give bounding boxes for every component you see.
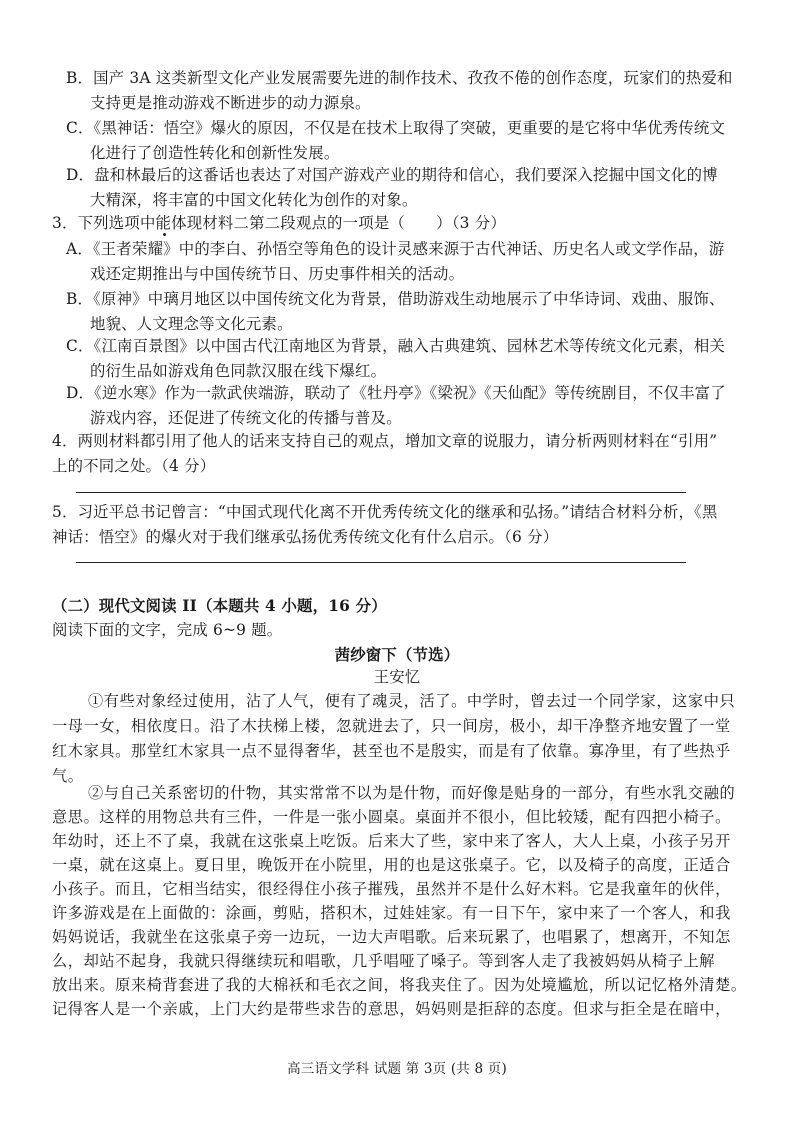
q3-stem-post: 体现材料二第二段观点的一项是（ ）（3 分） xyxy=(171,214,506,232)
page-footer: 高三语文学科 试题 第 3页 (共 8 页) xyxy=(287,1061,507,1077)
q3-stem xyxy=(52,212,506,234)
q5-line2: 神话：悟空》的爆火对于我们继承弘扬优秀传统文化有什么启示。（6 分） xyxy=(52,528,559,546)
passage-line: 妈妈说话，我就坐在这张桌子旁一边玩，一边大声唱歌。后来玩累了，也唱累了，想离开，不知怎 xyxy=(52,928,731,946)
q3-option-a-line1: A．《王者荣耀》中的李白、孙悟空等角色的设计灵感来源于古代神话、历史名人或文学作品，游 xyxy=(66,240,725,258)
passage-line: 红木家具。那堂红木家具一点不显得奢华，甚至也不是殷实，而是有了依靠。寡净里，有了些热乎 xyxy=(52,742,731,760)
q3-option-b-line1: B．《原神》中璃月地区以中国传统文化为背景，借助游戏生动地展示了中华诗词、戏曲、服饰、 xyxy=(66,290,725,308)
q3-option-d-line2: 游戏内容，还促进了传统文化的传播与普及。 xyxy=(90,409,402,427)
passage-line: 气。 xyxy=(52,767,84,785)
section-instruction: 阅读下面的文字，完成 6~9 题。 xyxy=(52,621,283,639)
q2-option-b-line2: 支持更是推动游戏不断进步的动力源泉。 xyxy=(90,94,371,112)
passage-line: 记得客人是一个亲戚，上门大约是带些求告的意思，妈妈则是拒辞的态度。但求与拒全是在暗中， xyxy=(52,1000,731,1018)
q4-line2: 上的不同之处。（4 分） xyxy=(52,457,216,475)
q2-option-b-line1: B．国产 3A 这类新型文化产业发展需要先进的制作技术、孜孜不倦的创作态度，玩家们的热爱和 xyxy=(66,69,733,87)
q3-stem-pre: 3．下列选项中 xyxy=(52,214,156,232)
q3-option-d-line1: D．《逆水寒》作为一款武侠端游，联动了《牡丹亭》《梁祝》《天仙配》等传统剧目，不仅丰富了 xyxy=(66,384,726,402)
q2-option-d-line1: D．盘和林最后的这番话也表达了对国产游戏产业的期待和信心，我们要深入挖掘中国文化的博 xyxy=(66,166,718,184)
q4-line1: 4．两则材料都引用了他人的话来支持自己的观点，增加文章的说服力，请分析两则材料在“引用” xyxy=(52,432,718,450)
passage-line: 一母一女，相依度日。沿了木扶梯上楼，忽就进去了，只一间房，极小，却干净整齐地安置了一堂 xyxy=(52,717,731,735)
passage-line: 放出来。原来椅背套进了我的大棉袄和毛衣之间，将我夹住了。因为处境尴尬，所以记忆格外清楚。 xyxy=(52,976,747,994)
passage-line: 年幼时，还上不了桌，我就在这张桌上吃饭。后来大了些，家中来了客人，大人上桌，小孩子另开 xyxy=(52,832,731,850)
q2-option-d-line2: 大精深，将丰富的中国文化转化为创作的对象。 xyxy=(90,191,418,209)
q3-option-b-line2: 地貌、人文理念等文化元素。 xyxy=(90,315,293,333)
passage-line: 小孩子。而且，它相当结实，很经得住小孩子摧残，虽然并不是什么好木料。它是我童年的伙伴， xyxy=(52,880,731,898)
q4-answer-line[interactable] xyxy=(76,492,686,493)
q3-option-c-line1: C．《江南百景图》以中国古代江南地区为背景，融入古典建筑、园林艺术等传统文化元素，相关 xyxy=(66,337,726,355)
passage-line: 许多游戏是在上面做的：涂画，剪贴，搭积木，过娃娃家。有一日下午，家中来了一个客人，和我 xyxy=(52,904,731,922)
q2-option-c-line1: C．《黑神话：悟空》爆火的原因，不仅是在技术上取得了突破，更重要的是它将中华优秀传统文 xyxy=(66,119,726,137)
q3-stem-emphasis: 能 xyxy=(155,214,172,232)
q5-answer-line[interactable] xyxy=(76,562,686,563)
passage-line: 意思。这样的用物总共有三件，一件是一张小圆桌。桌面并不很小，但比较矮，配有四把小椅子。 xyxy=(52,808,731,826)
passage-title: 茜纱窗下（节选） xyxy=(334,646,460,664)
passage-line: 么，却站不起身，我就只得继续玩和唱歌，几乎唱哑了嗓子。等到客人走了我被妈妈从椅子上解 xyxy=(52,952,716,970)
q5-line1: 5．习近平总书记曾言：“中国式现代化离不开优秀传统文化的继承和弘扬。”请结合材料分析，《黑 xyxy=(52,503,718,521)
q3-option-c-line2: 的衍生品如游戏角色同款汉服在线下爆红。 xyxy=(90,362,387,380)
q3-option-a-line2: 戏还定期推出与中国传统节日、历史事件相关的活动。 xyxy=(90,265,465,283)
q2-option-c-line2: 化进行了创造性转化和创新性发展。 xyxy=(90,144,340,162)
passage-line: 一桌，就在这桌上。夏日里，晚饭开在小院里，用的也是这张桌子。它，以及椅子的高度，正适合 xyxy=(52,856,731,874)
section-heading: （二）现代文阅读 II（本题共 4 小题，16 分） xyxy=(52,597,387,615)
passage-author: 王安忆 xyxy=(373,668,421,686)
passage-line: ①有些对象经过使用，沾了人气，便有了魂灵，活了。中学时，曾去过一个同学家，这家中只 xyxy=(88,692,736,710)
passage-line: ②与自己关系密切的什物，其实常常不以为是什物，而好像是贴身的一部分，有些水乳交融的 xyxy=(88,784,736,802)
